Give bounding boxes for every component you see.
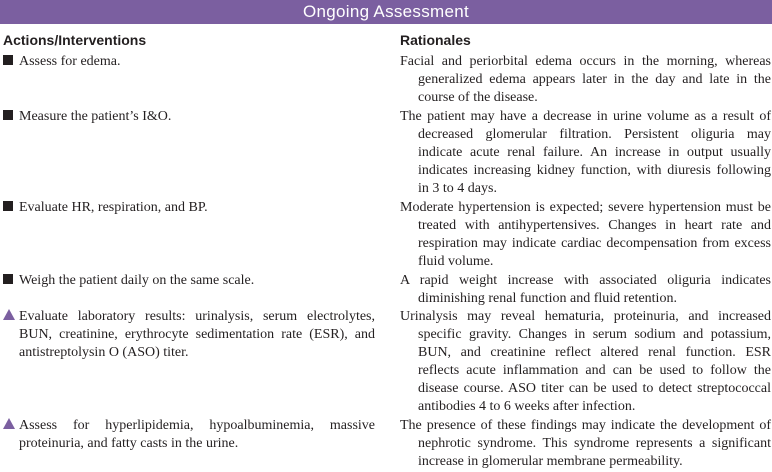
square-bullet-icon <box>3 108 19 126</box>
triangle-bullet-icon <box>3 417 19 435</box>
rationale-text: Urinalysis may reveal hematuria, proteinuria, and increased specific gravity. Changes in serum sodium and potassium, BUN, and creatinine reflect altered renal function. ESR reflects acute inflammation and can be used to follow the disease course. ASO titer can be used to detect streptococcal antibodies 4 to 6 weeks after infection. <box>400 309 771 414</box>
action-text: Assess for edema. <box>19 54 121 69</box>
actions-column-heading: Actions/Interventions <box>3 32 147 48</box>
square-bullet-icon <box>3 199 19 217</box>
rationale-text: A rapid weight increase with associated oliguria indicates diminishing renal function and fluid retention. <box>400 273 771 306</box>
action-text: Measure the patient’s I&O. <box>19 109 172 124</box>
action-item <box>3 272 375 290</box>
action-item <box>3 417 375 453</box>
triangle-bullet-icon <box>3 308 19 326</box>
action-item <box>3 108 375 126</box>
action-text: Weigh the patient daily on the same scale. <box>19 273 255 288</box>
square-bullet-icon <box>3 272 19 290</box>
section-header <box>0 0 772 24</box>
action-item <box>3 199 375 217</box>
action-text: Evaluate HR, respiration, and BP. <box>19 200 208 215</box>
rationale-text: Moderate hypertension is expected; severe hypertension must be treated with antihypertensives. Changes in heart rate and respiration may indicate cardiac decompensation from excess fluid volume. <box>400 200 771 269</box>
action-item <box>3 308 375 362</box>
rationale-text: The presence of these findings may indicate the development of nephrotic syndrome. This syndrome represents a significant increase in glomerular membrane permeability. <box>400 418 771 469</box>
action-item <box>3 53 375 71</box>
rationale-text: The patient may have a decrease in urine volume as a result of decreased glomerular filtration. Persistent oliguria may indicate acute renal failure. An increase in output usually indicates increasing kidney function, with diuresis following in 3 to 4 days. <box>400 109 771 196</box>
action-text: Evaluate laboratory results: urinalysis, serum electrolytes, BUN, creatinine, erythrocyte sedimentation rate (ESR), and antistreptolysin O (ASO) titer. <box>19 309 375 360</box>
rationales-column-heading: Rationales <box>400 32 471 48</box>
rationale-text: Facial and periorbital edema occurs in the morning, whereas generalized edema appears later in the day and late in the course of the disease. <box>400 54 771 105</box>
action-text: Assess for hyperlipidemia, hypoalbuminemia, massive proteinuria, and fatty casts in the urine. <box>19 418 375 451</box>
section-title: Ongoing Assessment <box>302 2 470 21</box>
square-bullet-icon <box>3 53 19 71</box>
